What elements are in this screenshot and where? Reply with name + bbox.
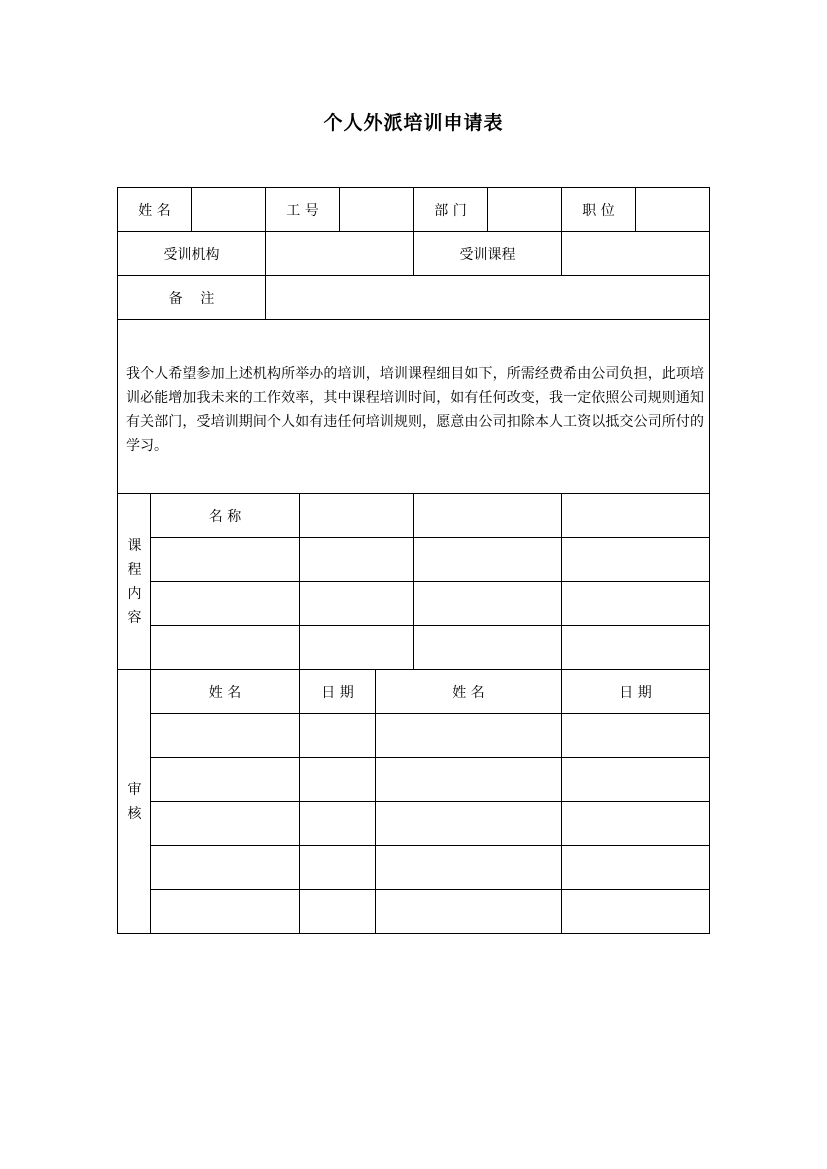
page-title: 个人外派培训申请表: [323, 112, 504, 134]
department-label: 部 门: [434, 202, 467, 219]
reviewer-name-header: 姓 名: [208, 684, 242, 701]
name-label: 姓 名: [138, 202, 171, 219]
review-section-label-text: 审核: [127, 781, 142, 822]
row-divider: [151, 757, 709, 758]
row-divider: [151, 537, 709, 538]
name-field[interactable]: [192, 188, 265, 231]
statement-block: [118, 320, 709, 493]
col-divider: [561, 493, 562, 669]
course-label: 受训课程: [459, 246, 516, 263]
row-divider: [151, 581, 709, 582]
row-divider: [151, 625, 709, 626]
course-name-header: 名 称: [208, 508, 242, 525]
remarks-field[interactable]: [266, 276, 709, 319]
course-section-label: [118, 494, 151, 669]
employee-id-label: 工 号: [286, 202, 319, 219]
reviewer-name-header-2: 姓 名: [452, 684, 485, 701]
position-label: 职 位: [582, 202, 615, 219]
row-divider: [151, 845, 709, 846]
application-form: [117, 187, 710, 934]
row-divider: [151, 889, 709, 890]
course-field[interactable]: [562, 232, 709, 275]
department-field[interactable]: [488, 188, 561, 231]
row-divider: [151, 801, 709, 802]
institution-field[interactable]: [266, 232, 413, 275]
col-divider: [413, 493, 414, 669]
review-section-label: [118, 670, 151, 933]
institution-label: 受训机构: [163, 246, 220, 263]
review-date-header-2: 日 期: [619, 684, 652, 701]
remarks-label: 备 注: [168, 290, 215, 307]
review-date-header: 日 期: [321, 684, 354, 701]
statement-text: 我个人希望参加上述机构所举办的培训，培训课程细目如下，所需经费希由公司负担，此项培训必能增加我未来的工作效率，其中课程培训时间，如有任何改变，我一定依照公司规则通知有关部门，受培训期间个人如有违任何培训规则，愿意由公司扣除本人工资以抵交公司所付的学习。: [126, 366, 704, 454]
course-section-label-text: 课程内容: [127, 537, 142, 626]
employee-id-field[interactable]: [340, 188, 413, 231]
col-divider: [299, 493, 300, 669]
row-divider: [151, 713, 709, 714]
position-field[interactable]: [636, 188, 709, 231]
